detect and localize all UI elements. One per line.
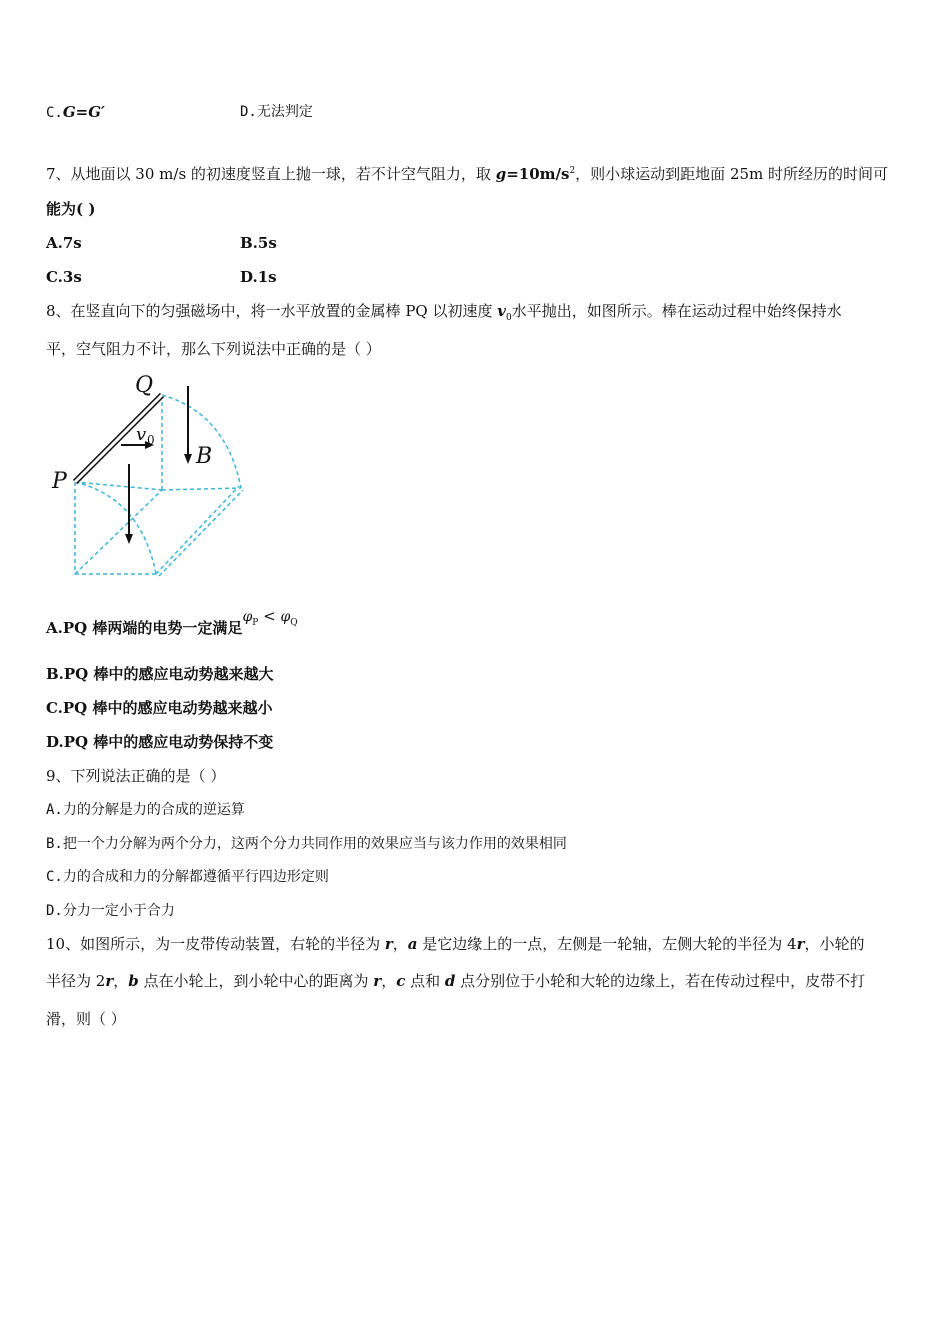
q6-option-c (46, 102, 105, 123)
q9-option-c: C.力的合成和力的分解都遵循平行四边形定则 (46, 869, 329, 885)
dashed-arc-q (162, 395, 241, 488)
phi-subscript-p: P (252, 618, 259, 628)
field-arrow-b (184, 386, 192, 464)
q7-option-c: C.3s (46, 268, 82, 286)
q10-text-2e: 点和 (405, 972, 445, 990)
label-b: B (196, 444, 213, 469)
label-v: v (136, 424, 147, 445)
field-arrow-lower (125, 464, 133, 544)
q9-stem: 9、下列说法正确的是（ ） (46, 767, 226, 785)
q10-b-symbol: b (128, 972, 139, 990)
q10-comma-3: ， (381, 972, 397, 990)
q10-r-symbol-4: r (373, 972, 382, 990)
q6-option-d: D.无法判定 (240, 104, 313, 120)
q10-r-symbol-2: r (796, 935, 805, 953)
q10-comma-1: ， (392, 935, 408, 953)
q8-stem-line1 (46, 301, 842, 328)
q8-figure (46, 368, 256, 583)
q8-option-a (46, 607, 298, 645)
phi-symbol-p: φ (242, 609, 253, 625)
dashed-diagonal (75, 490, 162, 574)
q10-stem-line3: 滑，则（ ） (46, 1010, 126, 1028)
q10-stem-line1 (46, 934, 865, 954)
q8-stem-line2: 平，空气阻力不计，那么下列说法中正确的是（ ） (46, 340, 381, 358)
q8-stem-text-a: 8、在竖直向下的匀强磁场中，将一水平放置的金属棒 PQ 以初速度 (46, 302, 498, 320)
q7-option-d: D.1s (240, 268, 277, 286)
q8-v-symbol: v (497, 302, 506, 320)
q10-text-2a: 半径为 2 (46, 972, 106, 990)
q9-option-a: A.力的分解是力的合成的逆运算 (46, 802, 245, 818)
q10-stem-line2 (46, 971, 865, 991)
q7-stem-text-c: ，则小球运动到距地面 25m 时所经历的时间可 (575, 165, 889, 183)
q7-stem-line2: 能为( ) (46, 200, 96, 218)
q7-option-b: B.5s (240, 234, 277, 252)
q8-option-c: C.PQ 棒中的感应电动势越来越小 (46, 699, 273, 717)
q10-text-1d: ，小轮的 (804, 935, 865, 953)
q9-option-b: B.把一个力分解为两个分力，这两个分力共同作用的效果应当与该力作用的效果相同 (46, 836, 567, 852)
q8-v-subscript: 0 (505, 313, 512, 323)
q10-text-1a: 10、如图所示，为一皮带传动装置，右轮的半径为 (46, 935, 385, 953)
q10-a-symbol: a (407, 935, 418, 953)
q10-text-2f: 点分别位于小轮和大轮的边缘上，若在传动过程中，皮带不打 (455, 972, 866, 990)
q8-stem-text-b: 水平抛出，如图所示。棒在运动过程中始终保持水 (511, 302, 842, 320)
q10-r-symbol-1: r (384, 935, 393, 953)
dashed-trajectory-frame (75, 395, 243, 576)
q8-option-d: D.PQ 棒中的感应电动势保持不变 (46, 733, 274, 751)
less-than-sign: < (263, 607, 276, 625)
q6-option-c-expr: G=G′ (62, 103, 106, 121)
q10-r-symbol-3: r (105, 972, 114, 990)
phi-symbol-q: φ (280, 609, 291, 625)
q6-option-c-prefix: C. (46, 105, 63, 121)
label-v-subscript: 0 (147, 433, 155, 447)
dashed-right-edge-2 (159, 490, 243, 576)
dashed-right-edge-1 (156, 486, 239, 574)
q7-option-a: A.7s (46, 234, 82, 252)
q7-g-symbol: g (495, 165, 507, 183)
q7-stem-text-a: 7、从地面以 30 m/s 的初速度竖直上抛一球，若不计空气阻力，取 (46, 165, 496, 183)
q10-c-symbol: c (396, 972, 406, 990)
q7-stem-line1 (46, 161, 888, 184)
q10-comma-2: ， (113, 972, 129, 990)
q10-text-1c: 是它边缘上的一点，左侧是一轮轴，左侧大轮的半径为 4 (417, 935, 797, 953)
dashed-top-right (162, 488, 241, 490)
q9-option-d: D.分力一定小于合力 (46, 903, 175, 919)
q10-text-2c: 点在小轮上，到小轮中心的距离为 (138, 972, 374, 990)
q8-option-a-text: A.PQ 棒两端的电势一定满足 (46, 619, 243, 637)
label-p: P (52, 469, 67, 494)
phi-subscript-q: Q (290, 618, 298, 628)
label-q: Q (135, 373, 154, 398)
q8-option-a-formula (242, 607, 298, 628)
q10-d-symbol: d (444, 972, 456, 990)
q7-g-value: =10m/s (506, 165, 570, 183)
q8-option-b: B.PQ 棒中的感应电动势越来越大 (46, 665, 274, 683)
dashed-top-left (75, 482, 162, 490)
q7-g-exponent: 2 (569, 166, 576, 176)
dashed-arc-p (75, 482, 156, 574)
